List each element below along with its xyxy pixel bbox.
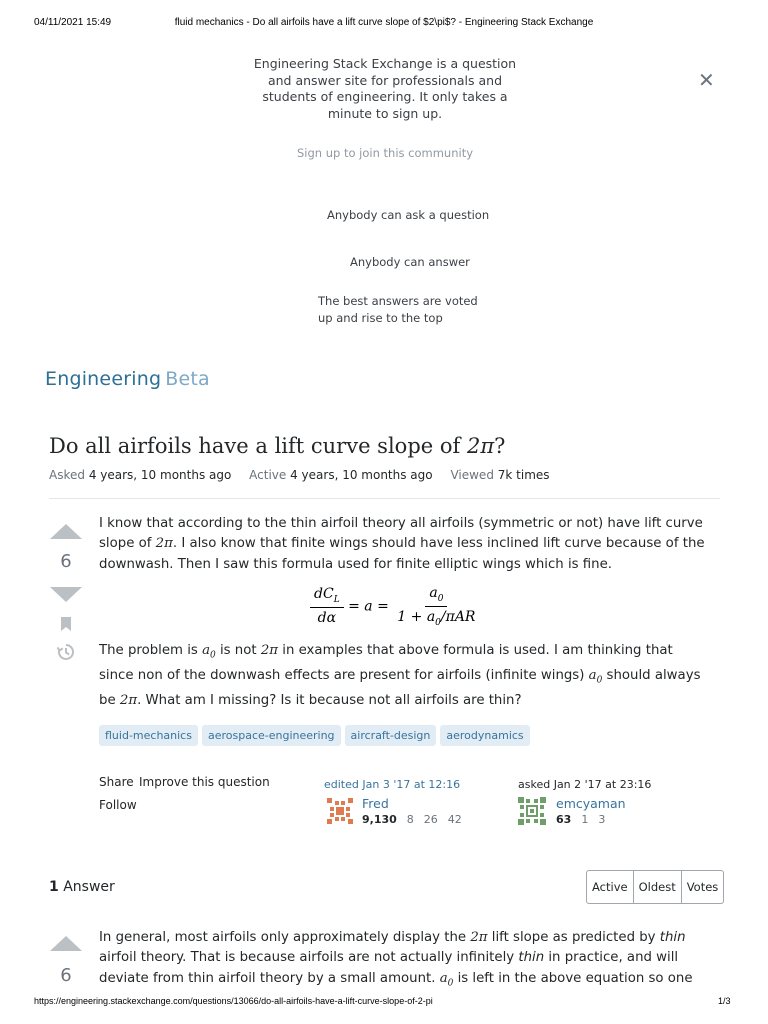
q-p1-math: 2π <box>155 536 173 552</box>
question-vote-count: 6 <box>60 551 72 572</box>
viewed-label: Viewed <box>450 468 494 482</box>
answer-upvote-button[interactable] <box>50 936 82 951</box>
ans-math-1: 2π <box>470 930 488 945</box>
question-title-text: Do all airfoils have a lift curve slope of <box>49 434 467 458</box>
question-meta <box>49 468 564 482</box>
print-url: https://engineering.stackexchange.com/questions/13066/do-all-airfoils-have-a-lift-curve-slope-of-2-pi <box>34 996 433 1006</box>
improve-question-link[interactable]: Improve this question <box>139 775 270 789</box>
history-icon[interactable] <box>56 642 76 666</box>
editor-badge-bronze-2: 42 <box>447 813 462 826</box>
q-p2-a: The problem is <box>99 643 203 658</box>
sort-tab-oldest[interactable]: Oldest <box>634 871 682 903</box>
site-beta-badge: Beta <box>165 368 210 390</box>
asker-avatar[interactable] <box>518 797 546 825</box>
ans-math-2: a <box>439 970 448 986</box>
feature-best-answers: The best answers are voted up and rise to the top <box>318 294 478 325</box>
asker-badge-silver: 1 <box>581 813 589 826</box>
ans-text-d: in practice, and will deviate from thin airfoil theory by a small amount. <box>99 950 679 986</box>
signup-link[interactable]: Sign up to join this community <box>296 146 474 160</box>
answers-label: Answer <box>63 879 115 895</box>
eq-rhs-den-b: /πAR <box>440 608 476 625</box>
editor-reputation <box>362 813 462 826</box>
question-title[interactable] <box>49 434 505 458</box>
active-value[interactable]: 4 years, 10 months ago <box>290 468 433 482</box>
answer-vote-count: 6 <box>60 965 72 986</box>
ans-text-c: airfoil theory. That is because airfoils are not actually infinitely <box>99 950 519 966</box>
asked-value: 4 years, 10 months ago <box>88 468 232 482</box>
q-p2-c: in examples that above formula is used. I am thinking that since non of the downwash effects are present for airfoils (infinite wings) <box>99 643 673 683</box>
active-label: Active <box>249 468 287 482</box>
asker-rep-score: 63 <box>556 813 572 826</box>
eq-lhs-num-sub: L <box>333 595 340 606</box>
sort-tab-active[interactable]: Active <box>587 871 634 903</box>
share-link[interactable]: Share <box>99 775 134 789</box>
answer-sort-tabs <box>586 870 724 904</box>
eq-lhs-num: dC <box>314 586 334 603</box>
editor-badge-silver: 8 <box>406 813 414 826</box>
question-body-p2 <box>99 641 709 711</box>
sort-tab-votes[interactable]: Votes <box>686 880 719 894</box>
asked-label: Asked <box>49 468 85 482</box>
ans-math-2-sub: 0 <box>447 978 454 989</box>
eq-rhs-num: a <box>429 585 438 601</box>
question-body-p1 <box>99 514 709 575</box>
q-p1-text-a: I know that according to the thin airfoil theory all airfoils (symmetric or not) have lift curve slope of <box>99 516 703 552</box>
answers-count-header <box>49 879 115 895</box>
eq-lhs-den: dα <box>317 610 337 627</box>
q-p1-text-b: . I also know that finite wings should have less inclined lift curve because of the downwash. Then I saw this formula used for finite elliptic wings which is fine. <box>99 536 705 572</box>
print-datetime: 04/11/2021 15:49 <box>34 17 112 28</box>
print-page-title: fluid mechanics - Do all airfoils have a lift curve slope of $2\pi$? - Engineering Stack Exchange <box>174 17 594 28</box>
ans-text-e: is left in the above equation so one <box>457 970 693 986</box>
feature-ask: Anybody can ask a question <box>327 208 490 222</box>
eq-rhs-den-a: 1 + a <box>397 608 436 625</box>
tag-aerodynamics[interactable]: aerodynamics <box>440 725 529 746</box>
q-p2-m3-sub: 0 <box>596 675 603 686</box>
question-tags <box>99 725 530 746</box>
question-downvote-button[interactable] <box>50 587 82 602</box>
q-p2-m4: 2π <box>119 692 138 708</box>
follow-link[interactable]: Follow <box>99 798 137 812</box>
question-upvote-button[interactable] <box>50 524 82 539</box>
eq-rhs-num-sub: 0 <box>437 593 444 604</box>
bookmark-icon[interactable] <box>58 615 74 637</box>
print-page-number: 1/3 <box>718 996 731 1006</box>
eq-lhs-fraction <box>310 586 344 626</box>
q-p2-d: should always be <box>99 667 701 708</box>
editor-rep-score: 9,130 <box>362 813 397 826</box>
tag-fluid-mechanics[interactable]: fluid-mechanics <box>99 725 198 746</box>
eq-rhs-den-sub: 0 <box>435 617 441 628</box>
ans-em-1: thin <box>659 930 686 945</box>
question-title-end: ? <box>494 434 506 458</box>
ans-text-a: In general, most airfoils only approximately display the <box>99 930 471 945</box>
eq-rhs-fraction <box>393 585 479 628</box>
q-p2-m2: 2π <box>260 643 279 658</box>
edited-timestamp[interactable]: edited Jan 3 '17 at 12:16 <box>324 778 461 791</box>
asker-badge-bronze: 3 <box>598 813 606 826</box>
q-p2-m1: a <box>202 643 210 658</box>
q-p2-m1-sub: 0 <box>210 650 216 661</box>
signup-banner-text: Engineering Stack Exchange is a question and answer site for professionals and students of engineering. It only takes a minute to sign up. <box>253 56 517 121</box>
ans-text-b: lift slope as predicted by <box>487 930 660 945</box>
ans-em-2: thin <box>518 950 545 966</box>
asker-reputation <box>556 813 605 826</box>
lift-equation <box>310 585 479 628</box>
answer-body <box>99 928 709 990</box>
close-icon[interactable]: ✕ <box>698 68 715 92</box>
question-title-math: 2π <box>466 434 495 458</box>
asked-timestamp: asked Jan 2 '17 at 23:16 <box>518 778 652 791</box>
viewed-value: 7k times <box>497 468 550 482</box>
answers-count: 1 <box>49 879 59 895</box>
asker-name[interactable]: emcyaman <box>556 796 626 811</box>
feature-answer: Anybody can answer <box>350 255 470 269</box>
tag-aerospace-engineering[interactable]: aerospace-engineering <box>202 725 341 746</box>
q-p2-m3: a <box>588 667 597 683</box>
site-logo[interactable] <box>45 368 210 390</box>
q-p2-b: is not <box>215 643 261 658</box>
site-name: Engineering <box>45 368 162 390</box>
tag-aircraft-design[interactable]: aircraft-design <box>345 725 437 746</box>
eq-mid: = a = <box>343 598 394 615</box>
editor-avatar[interactable] <box>326 797 354 825</box>
editor-badge-bronze: 26 <box>423 813 438 826</box>
editor-name[interactable]: Fred <box>362 796 389 811</box>
q-p2-e: . What am I missing? Is it because not all airfoils are thin? <box>137 692 522 708</box>
title-divider <box>49 498 720 499</box>
